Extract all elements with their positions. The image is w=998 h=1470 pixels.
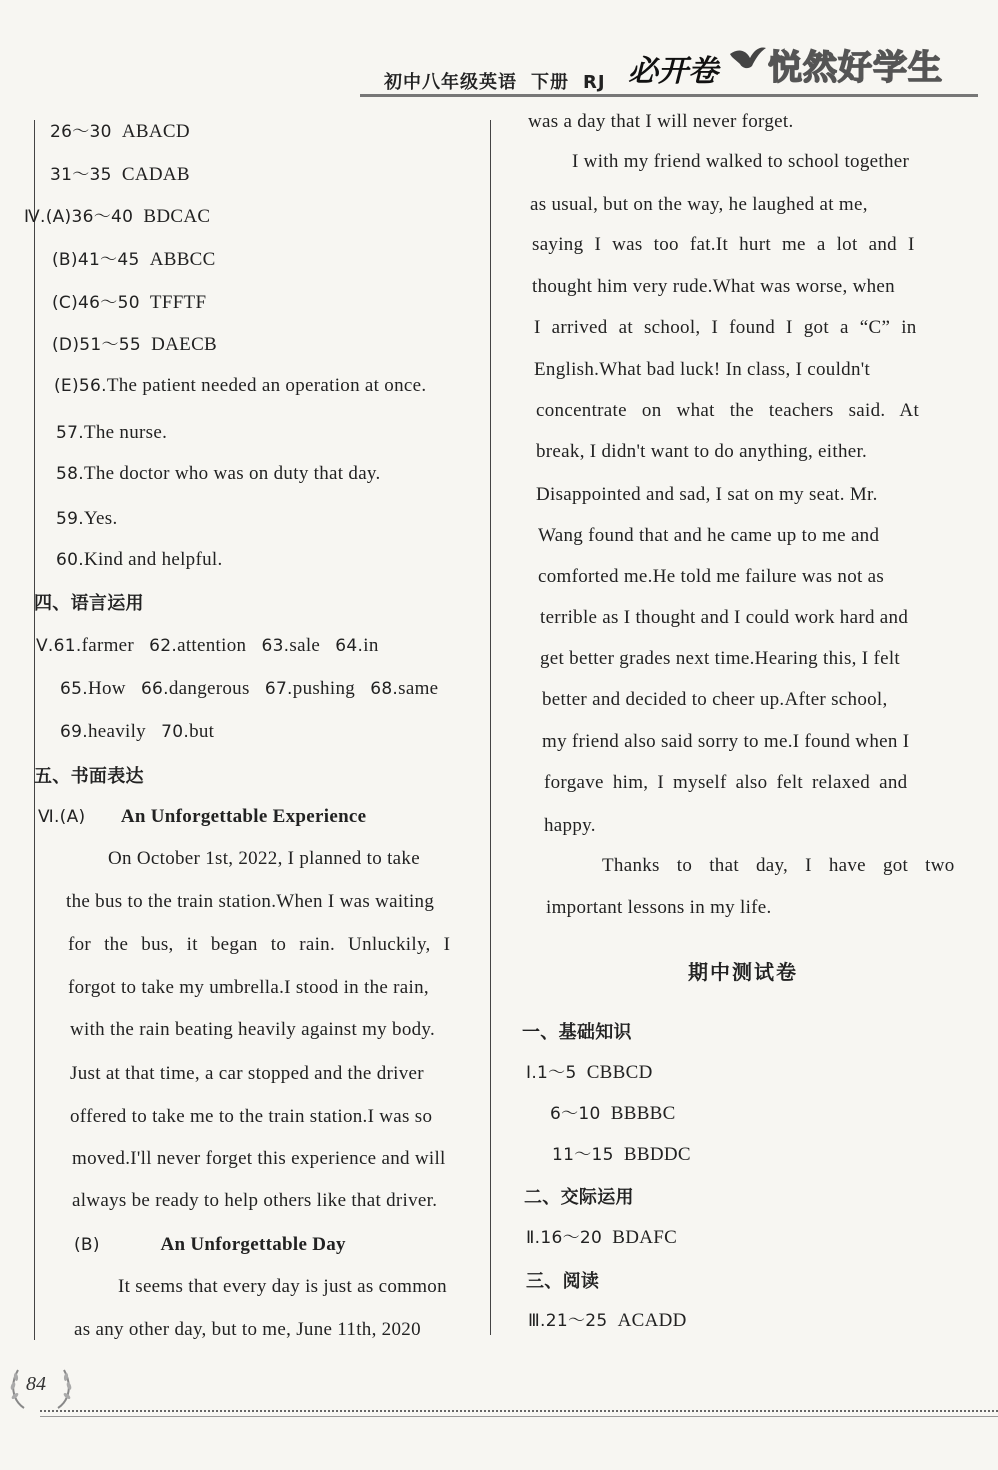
- footer-rule: [40, 1416, 998, 1417]
- essay-b-line: important lessons in my life.: [546, 897, 772, 918]
- essay-a-line: offered to take me to the train station.I was so: [70, 1106, 433, 1127]
- header-subject-line: [384, 68, 620, 94]
- answer-line: Ⅱ.16～20 BDAFC: [526, 1227, 678, 1248]
- answer-line: (B)41～45 ABBCC: [52, 249, 216, 270]
- section-heading-basics: 一、基础知识: [522, 1022, 632, 1043]
- essay-b-line: as usual, but on the way, he laughed at me,: [530, 194, 868, 215]
- essay-a-heading: Ⅵ.(A) An Unforgettable Experience: [38, 806, 367, 827]
- answer-line: Ⅲ.21～25 ACADD: [528, 1310, 687, 1331]
- essay-b-line: concentrate on what the teachers said. At: [536, 400, 920, 421]
- header-rule: [360, 94, 978, 97]
- essay-a-line: the bus to the train station.When I was waiting: [66, 891, 435, 912]
- midterm-test-title: 期中测试卷: [688, 960, 798, 984]
- essay-b-line: get better grades next time.Hearing this, I felt: [540, 648, 900, 669]
- essay-a-line: Just at that time, a car stopped and the driver: [70, 1063, 424, 1084]
- answer-line: Ⅰ.1～5 CBBCD: [526, 1062, 653, 1083]
- answer-line: 31～35 CADAB: [50, 164, 190, 185]
- essay-b-line: my friend also said sorry to me.I found when I: [542, 731, 910, 752]
- essay-a-title: An Unforgettable Experience: [120, 806, 367, 827]
- answer-line: 60.Kind and helpful.: [56, 549, 223, 570]
- essay-b-heading: (B) An Unforgettable Day: [74, 1234, 346, 1255]
- essay-b-line: I arrived at school, I found I got a “C” in: [534, 317, 917, 338]
- left-margin-rule: [34, 120, 35, 1340]
- bird-logo-icon: [728, 44, 768, 78]
- answer-line: 69.heavily 70.but: [60, 721, 215, 742]
- essay-b-line: was a day that I will never forget.: [528, 111, 794, 132]
- answer-line: 65.How 66.dangerous 67.pushing 68.same: [60, 678, 439, 699]
- section-heading-language-use: 四、语言运用: [34, 593, 144, 614]
- essay-b-line: English.What bad luck! In class, I couldn't: [534, 359, 871, 380]
- essay-a-line: with the rain beating heavily against my body.: [70, 1019, 436, 1040]
- essay-b-line: as any other day, but to me, June 11th, 2020: [74, 1319, 421, 1340]
- section-heading-communication: 二、交际运用: [524, 1187, 634, 1208]
- answer-line: 6～10 BBBBC: [550, 1103, 676, 1124]
- essay-a-line: moved.I'll never forget this experience and will: [72, 1148, 446, 1169]
- essay-b-line: I with my friend walked to school together: [572, 151, 910, 172]
- essay-b-line: thought him very rude.What was worse, when: [532, 276, 895, 297]
- section-heading-writing: 五、书面表达: [34, 766, 144, 787]
- answer-line: 57.The nurse.: [56, 422, 168, 443]
- answer-line: 59.Yes.: [56, 508, 118, 529]
- essay-b-line: happy.: [544, 815, 596, 836]
- answer-line: Ⅳ.(A)36～40 BDCAC: [24, 206, 211, 227]
- essay-a-line: for the bus, it began to rain. Unluckily, I: [68, 934, 451, 955]
- footer-rule: [40, 1410, 998, 1412]
- answer-line: 58.The doctor who was on duty that day.: [56, 463, 381, 484]
- essay-b-line: better and decided to cheer up.After school,: [542, 689, 888, 710]
- answer-line: (C)46～50 TFFTF: [52, 292, 207, 313]
- essay-b-line: saying I was too fat.It hurt me a lot and I: [532, 234, 915, 255]
- section-heading-reading: 三、阅读: [526, 1271, 600, 1292]
- answer-line: (E)56.The patient needed an operation at once.: [54, 375, 427, 396]
- essay-b-line: terrible as I thought and I could work hard and: [540, 607, 909, 628]
- essay-a-line: always be ready to help others like that driver.: [72, 1190, 438, 1211]
- essay-b-line: comforted me.He told me failure was not as: [538, 566, 885, 587]
- essay-a-line: forgot to take my umbrella.I stood in the rain,: [68, 977, 429, 998]
- header-brand-main: 必开卷: [628, 54, 718, 89]
- header-edition: RJ: [583, 72, 606, 93]
- column-divider: [490, 120, 491, 1335]
- answer-line: Ⅴ.61.farmer 62.attention 63.sale 64.in: [36, 635, 379, 656]
- essay-b-line: break, I didn't want to do anything, either.: [536, 441, 868, 462]
- essay-b-title: An Unforgettable Day: [160, 1234, 346, 1255]
- essay-a-line: On October 1st, 2022, I planned to take: [108, 848, 420, 869]
- essay-b-line: Disappointed and sad, I sat on my seat. Mr.: [536, 484, 878, 505]
- header-subject: 初中八年级英语: [384, 72, 517, 93]
- header-volume: 下册: [531, 72, 569, 93]
- answer-line: (D)51～55 DAECB: [52, 334, 218, 355]
- essay-b-line: forgave him, I myself also felt relaxed and: [544, 772, 908, 793]
- essay-b-line: It seems that every day is just as common: [118, 1276, 447, 1297]
- essay-b-line: Thanks to that day, I have got two: [602, 855, 955, 876]
- answer-line: 26～30 ABACD: [50, 121, 190, 142]
- header-brand-sub: 悦然好学生: [768, 48, 943, 88]
- answer-line: 11～15 BBDDC: [552, 1144, 691, 1165]
- essay-b-line: Wang found that and he came up to me and: [538, 525, 880, 546]
- page-number: 84: [26, 1373, 46, 1395]
